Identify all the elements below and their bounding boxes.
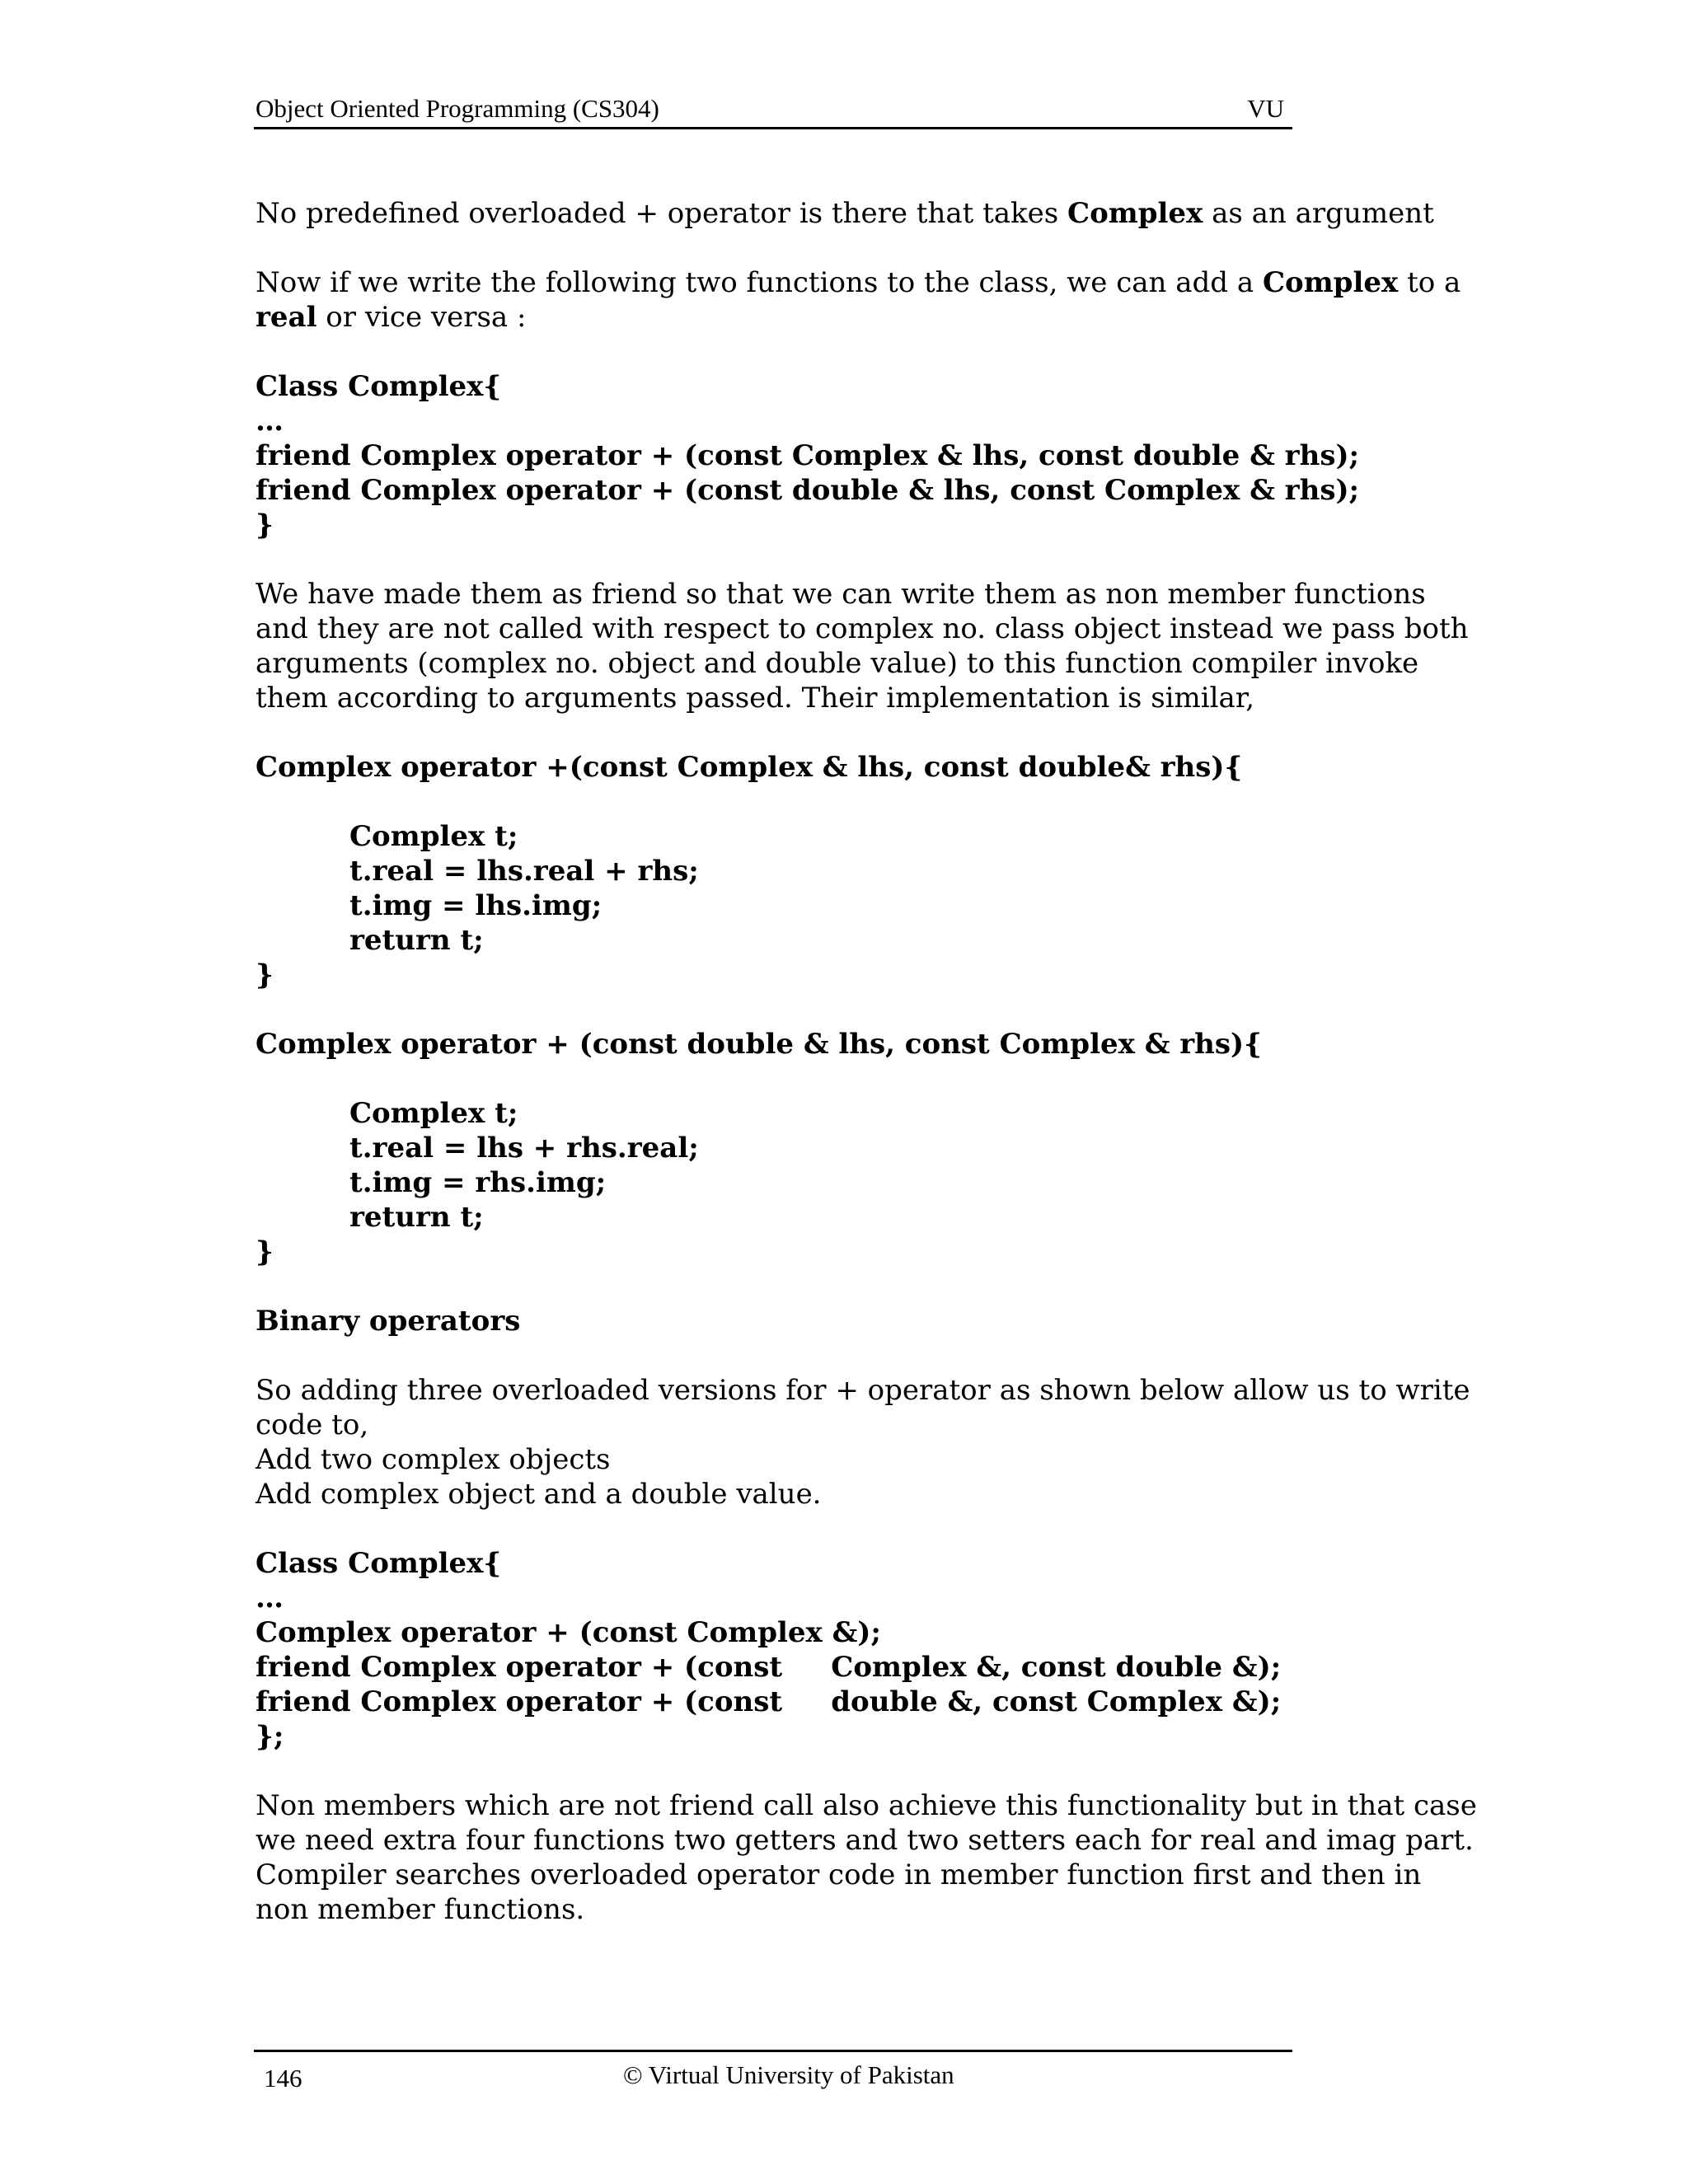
- paragraph-1: No predefined overloaded + operator is there that takes Complex as an argument: [256, 197, 1434, 230]
- page-header: [254, 91, 1292, 129]
- code-line: t.img = rhs.img;: [349, 1166, 607, 1199]
- code-line: }: [256, 509, 274, 541]
- code-block-complex-plus-double: [256, 750, 1327, 992]
- code-block-double-plus-complex: [256, 1027, 1327, 1269]
- code-block-class-friends: [256, 369, 1360, 542]
- code-line: friend Complex operator + (const double & lhs, const Complex & rhs);: [256, 474, 1360, 507]
- page-footer: [254, 2050, 1292, 2102]
- paragraph-3: We have made them as friend so that we can write them as non member functions and they are not called with respect to complex no. class object instead we pass both arguments (complex no. object and double value) to this function compiler invoke them according to arguments passed. Their implementation is similar,: [256, 578, 1469, 715]
- code-line: return t;: [349, 924, 484, 957]
- code-closing-brace: }: [256, 1235, 274, 1268]
- code-line: Complex operator + (const Complex &);: [256, 1616, 881, 1649]
- code-line: friend Complex operator + (const Complex &, const double &);: [256, 1651, 1282, 1684]
- copyright-notice: © Virtual University of Pakistan: [623, 2060, 954, 2089]
- page-number: 146: [264, 2064, 302, 2093]
- code-line: t.real = lhs + rhs.real;: [349, 1132, 699, 1165]
- code-line: t.img = lhs.img;: [349, 889, 603, 922]
- code-line: friend Complex operator + (const Complex & lhs, const double & rhs);: [256, 439, 1360, 472]
- page-content: [256, 196, 1477, 1961]
- code-block-three-overloads: [256, 1546, 1327, 1754]
- code-line: Class Complex{: [256, 370, 502, 403]
- code-line: …: [256, 405, 284, 438]
- code-line: …: [256, 1582, 284, 1615]
- paragraph-4: So adding three overloaded versions for + operator as shown below allow us to write code to, Add two complex objects Add complex object and a double value.: [256, 1374, 1470, 1511]
- section-heading: Binary operators: [256, 1305, 521, 1338]
- course-title: Object Oriented Programming (CS304): [256, 94, 659, 123]
- code-signature: Complex operator + (const double & lhs, const Complex & rhs){: [256, 1028, 1262, 1061]
- paragraph-5: Non members which are not friend call also achieve this functionality but in that case we need extra four functions two getters and two setters each for real and imag part. Compiler searches overloaded operator code in member function first and then in non member functions.: [256, 1789, 1477, 1926]
- code-line: return t;: [349, 1201, 484, 1234]
- code-line: t.real = lhs.real + rhs;: [349, 855, 699, 888]
- paragraph-2: Now if we write the following two functions to the class, we can add a Complex to a real or vice versa :: [256, 266, 1461, 334]
- code-line: Complex t;: [349, 820, 518, 853]
- code-closing-brace: }: [256, 958, 274, 991]
- code-line: };: [256, 1720, 284, 1753]
- code-line: friend Complex operator + (const double &, const Complex &);: [256, 1685, 1282, 1718]
- code-line: Class Complex{: [256, 1547, 502, 1580]
- code-signature: Complex operator +(const Complex & lhs, const double& rhs){: [256, 751, 1243, 784]
- header-vu-label: VU: [1247, 94, 1284, 123]
- code-line: Complex t;: [349, 1097, 518, 1130]
